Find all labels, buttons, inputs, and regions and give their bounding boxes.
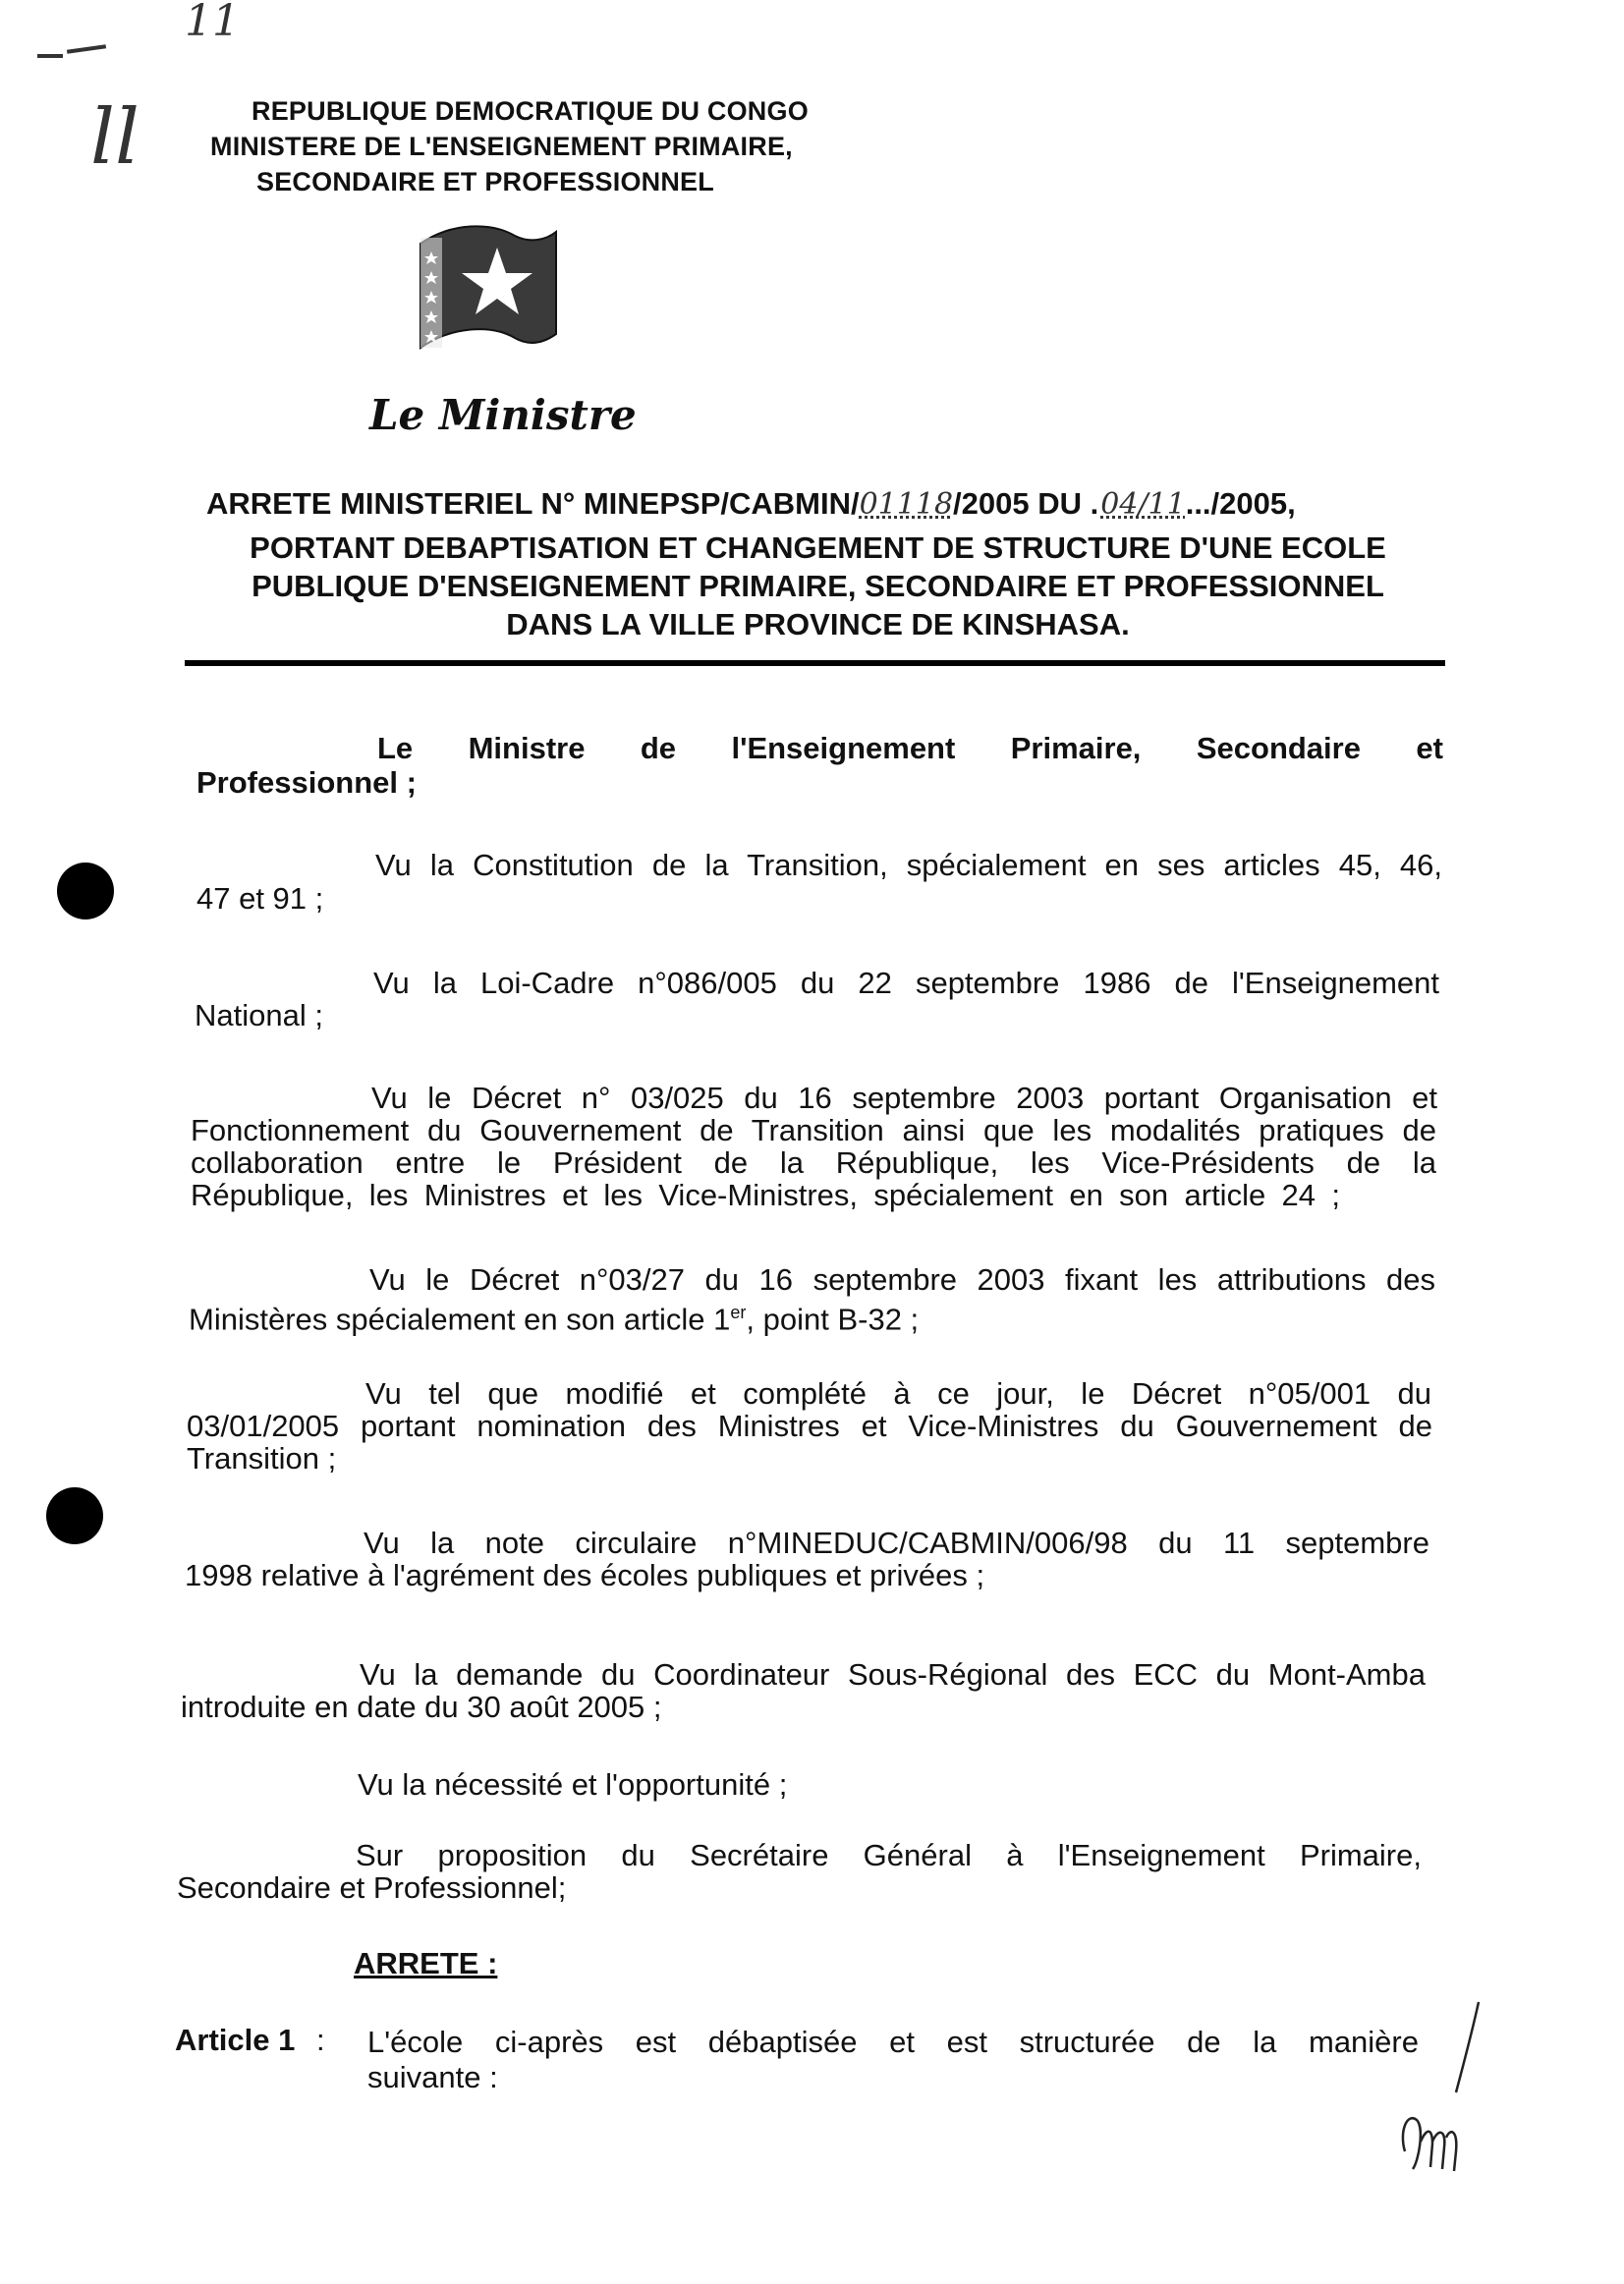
ordinal-superscript: er [730, 1303, 747, 1322]
intro-line2: Professionnel ; [196, 765, 417, 800]
consideration-text: Ministères spécialement en son article 1 [189, 1302, 731, 1337]
article-label: Article 1 [175, 2023, 296, 2057]
decree-title-line2: PORTANT DEBAPTISATION ET CHANGEMENT DE STRUCTURE D'UNE ECOLE [250, 530, 1386, 565]
consideration-line: Vu le Décret n°03/27 du 16 septembre 2003 fixant les attributions des [369, 1262, 1435, 1297]
scan-stroke [37, 54, 63, 58]
dots: ... [1185, 486, 1211, 521]
handwritten-paraph [1385, 1994, 1493, 2191]
consideration-line: Secondaire et Professionnel; [177, 1870, 567, 1905]
dots: . [1090, 486, 1101, 521]
intro-word: Ministre [468, 731, 586, 765]
decree-title-line1 [206, 485, 1444, 523]
national-flag-emblem [413, 216, 558, 363]
consideration-text: , point B-32 ; [746, 1302, 920, 1337]
handwritten-top-mark: 11 [185, 0, 240, 46]
signatory-title: Le Ministre [369, 391, 637, 439]
header-ministry: MINISTERE DE L'ENSEIGNEMENT PRIMAIRE, [210, 132, 793, 161]
intro-word: Le [377, 731, 414, 765]
consideration-line: Transition ; [187, 1441, 337, 1476]
consideration-line: Vu la note circulaire n°MINEDUC/CABMIN/006/98 du 11 septembre [364, 1526, 1429, 1560]
decree-title-line4: DANS LA VILLE PROVINCE DE KINSHASA. [506, 607, 1130, 641]
consideration-line: Vu la Constitution de la Transition, spécialement en ses articles 45, 46, [375, 848, 1442, 882]
decree-reference-prefix: ARRETE MINISTERIEL N° MINEPSP/CABMIN/ [206, 486, 860, 521]
consideration-line: 1998 relative à l'agrément des écoles publiques et privées ; [185, 1558, 985, 1592]
header-ministry-line2: SECONDAIRE ET PROFESSIONNEL [256, 167, 714, 196]
consideration-line: Fonctionnement du Gouvernement de Transition ainsi que les modalités pratiques de [191, 1113, 1436, 1147]
consideration-line: Vu la Loi-Cadre n°086/005 du 22 septembre 1986 de l'Enseignement [373, 966, 1439, 1000]
handwritten-decree-number: 01118 [859, 487, 954, 522]
intro-line1 [377, 732, 1443, 765]
article-text-line2: suivante : [367, 2060, 498, 2094]
consideration-line [189, 1296, 919, 1336]
intro-word: Primaire, [1010, 731, 1142, 765]
handwritten-margin-initials: ll [90, 93, 140, 182]
decree-reference-middle: /2005 DU [953, 486, 1091, 521]
consideration-line: République, les Ministres et les Vice-Ministres, spécialement en son article 24 ; [191, 1178, 1340, 1212]
consideration-line: Sur proposition du Secrétaire Général à l'Enseignement Primaire, [356, 1838, 1422, 1872]
intro-word: et [1416, 731, 1443, 765]
consideration-line: National ; [195, 998, 323, 1032]
consideration-line: 47 et 91 ; [196, 881, 324, 916]
consideration-line: collaboration entre le Président de la République, les Vice-Présidents de la [191, 1145, 1436, 1180]
scan-stroke [67, 44, 106, 54]
title-divider [185, 660, 1445, 666]
decree-reference-suffix: /2005, [1210, 486, 1296, 521]
consideration-line: introduite en date du 30 août 2005 ; [181, 1690, 662, 1724]
consideration-line: Vu tel que modifié et complété à ce jour, le Décret n°05/001 du [365, 1376, 1431, 1411]
decree-title-line3: PUBLIQUE D'ENSEIGNEMENT PRIMAIRE, SECONDAIRE ET PROFESSIONNEL [252, 569, 1384, 603]
decision-heading: ARRETE : [354, 1946, 498, 1980]
intro-word: l'Enseignement [731, 731, 956, 765]
handwritten-decree-date: 04/11 [1100, 487, 1186, 522]
consideration-line: Vu la demande du Coordinateur Sous-Régional des ECC du Mont-Amba [360, 1657, 1426, 1692]
consideration-line: Vu la nécessité et l'opportunité ; [358, 1767, 788, 1802]
punch-hole [57, 863, 114, 919]
header-republic: REPUBLIQUE DEMOCRATIQUE DU CONGO [252, 96, 809, 126]
consideration-line: Vu le Décret n° 03/025 du 16 septembre 2003 portant Organisation et [371, 1081, 1437, 1115]
consideration-line: 03/01/2005 portant nomination des Ministres et Vice-Ministres du Gouvernement de [187, 1409, 1432, 1443]
intro-word: de [640, 731, 677, 765]
article-colon: : [316, 2023, 325, 2057]
article-text-line1: L'école ci-après est débaptisée et est structurée de la manière [367, 2025, 1419, 2059]
punch-hole [46, 1487, 103, 1544]
intro-word: Secondaire [1196, 731, 1361, 765]
